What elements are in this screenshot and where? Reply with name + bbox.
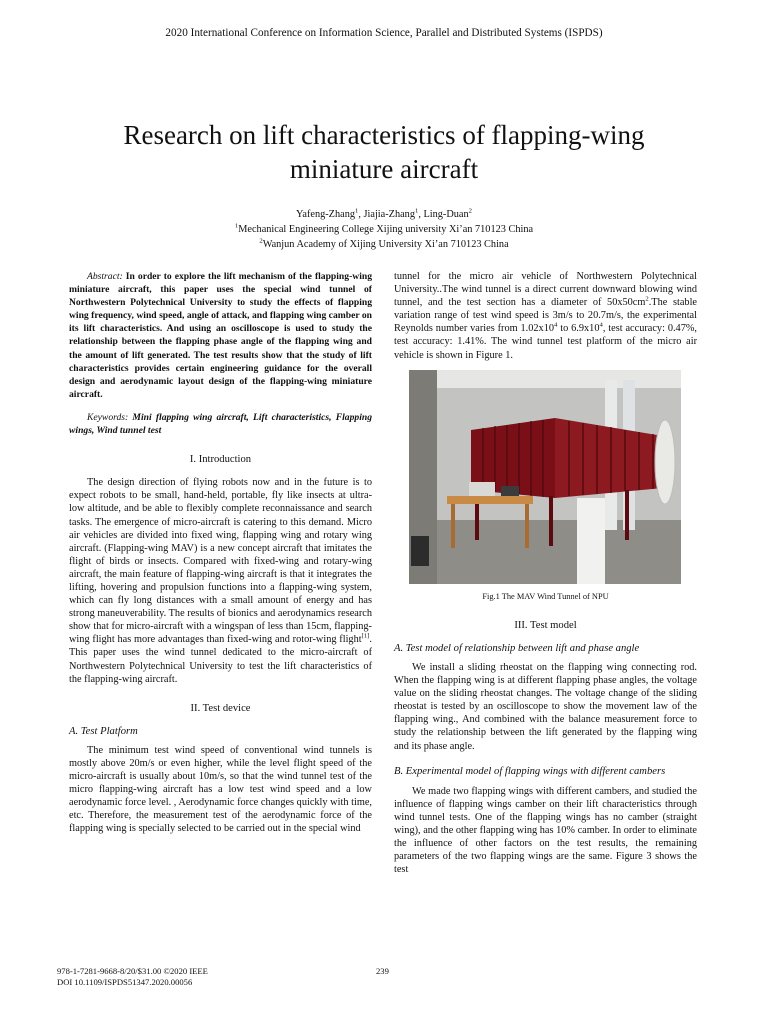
cambers-paragraph: We made two flapping wings with different cambers, and studied the influence of flapping wings camber on their lift characteristics through wind tunnel tests. One of the flapping wings has no camber (straight wing), and the other flapping wing has 10% camber. In order to eliminate the influence of other factors on the test results, the remaining parameters of the two flapping wings are the same. Figure 3 shows the test — [394, 785, 697, 876]
intro-text-a: The design direction of flying robots now and in the future is to expect robots to be small, hand-held, portable, fly like insects at ultra-low altitude, and be able to flexibly complete reconnaissance and search tasks. The emergence of micro-aircraft is catering to this demand. Micro air vehicles are divided into fixed wing, flapping wing and rotary wing aircraft. (Flapping-wing MAV) is a new concept aircraft that imitates the flight of birds or insects. Compared with fixed-wing and rotary-wing aircraft, the main feature of flapping-wing aircraft is that it integrates the lifting, hovering and propulsion functions into a flapping-wing system, which can fly long distances with a small amount of energy and has strong maneuverability. The results of bionics and aerodynamics research show that for micro-aircraft with a wingspan of less than 15cm, flapping-wing flight has more advantages than fixed-wing and rotor-wing flight — [69, 477, 372, 646]
intro-paragraph — [69, 476, 372, 686]
affiliation-2-text: Wanjun Academy of Xijing University Xi’an 710123 China — [262, 239, 509, 250]
title-line-2: miniature aircraft — [289, 154, 479, 184]
sup-4b: 4 — [599, 321, 603, 329]
instrument — [469, 482, 495, 496]
floor — [409, 520, 681, 584]
author-names — [0, 207, 768, 222]
abstract-text: In order to explore the lift mechanism of the flapping-wing miniature aircraft, this paper uses the special wind tunnel of Northwestern Polytechnical University to study the effects of flapping wing frequency, wind speed, angle of attack, and flapping wing camber on its lift characteristics. And using an oscilloscope is used to study the relationship between the flapping phase angle of the flapping wing and the amount of lift generated. The test results show that the study of lift characteristics provides certain engineering guidance for the overall design and aerodynamic layout design of the flapping-wing miniature aircraft. — [69, 271, 372, 400]
isbn-line: 978-1-7281-9668-8/20/$31.00 ©2020 IEEE — [57, 966, 208, 976]
figure-1-photo — [409, 370, 681, 584]
tunnel-text-c: to 6.9x10 — [557, 323, 600, 335]
subsection-heading-test-platform: A. Test Platform — [69, 725, 138, 737]
phase-angle-paragraph: We install a sliding rheostat on the flapping wing connecting rod. When the flapping wing is at different flapping phase angles, the voltage value on the sliding rheostat changes. The voltage change of the sliding rheostat is tested by an oscilloscope to show the movement law of the flapping wing., And combined with the balance measurement force to study the relationship between the lift generated by the flapping wing and its phase angle. — [394, 661, 697, 752]
keywords — [69, 411, 372, 437]
conference-header: 2020 International Conference on Information Science, Parallel and Distributed Systems (ISPDS) — [165, 27, 603, 39]
tunnel-inlet-bell — [655, 420, 675, 504]
intro-text-b: . This paper uses the wind tunnel dedicated to the micro-aircraft of Northwestern Polytechnical University to test the lift characteristics of the flapping-wing aircraft. — [69, 634, 372, 685]
left-column — [69, 270, 372, 836]
footer-identifiers — [57, 966, 208, 988]
subsection-heading-cambers: B. Experimental model of flapping wings with different cambers — [394, 765, 666, 777]
section-heading-introduction: I. Introduction — [189, 454, 252, 466]
doi-line: DOI 10.1109/ISPDS51347.2020.00056 — [57, 977, 193, 987]
author-block — [0, 207, 768, 252]
author-3-affil: 2 — [468, 207, 472, 215]
keywords-label: Keywords: — [87, 411, 129, 423]
white-pedestal — [577, 498, 605, 584]
author-sep: , — [418, 209, 424, 220]
table-leg — [451, 504, 455, 548]
author-1-affil: 1 — [355, 207, 359, 215]
instrument — [501, 486, 519, 496]
sup-2: 2 — [645, 295, 649, 303]
tunnel-leg — [625, 490, 629, 540]
equipment-box — [411, 536, 429, 566]
test-platform-paragraph: The minimum test wind speed of conventional wind tunnels is mostly above 20m/s or even higher, while the level flight speed of the micro-aircraft is usually about 10m/s, so that the wind tunnel test of the micro flapping-wing aircraft has a low test wind speed and a low aerodynamic force level. , Aerodynamic force changes quickly with time, etc. Therefore, the measurement test of the aerodynamic force of the flapping wing is specially selected to be carried out in the special wind — [69, 744, 372, 835]
figure-1-caption: Fig.1 The MAV Wind Tunnel of NPU — [482, 591, 609, 601]
ceiling — [409, 370, 681, 388]
author-3: Ling-Duan — [423, 209, 469, 220]
wind-tunnel-paragraph — [394, 270, 697, 362]
author-2-affil: 1 — [414, 207, 419, 215]
table-top — [447, 496, 533, 504]
right-column — [394, 270, 697, 876]
wind-tunnel-illustration — [409, 370, 681, 584]
subsection-heading-phase-angle: A. Test model of relationship between lift and phase angle — [394, 642, 640, 654]
tunnel-leg — [549, 496, 553, 546]
table-leg — [525, 504, 529, 548]
tunnel-text-d: , test accuracy: 0.47%, test accuracy: 1.41%. The wind tunnel test platform of the micro air vehicle is shown in Figure 1. — [394, 323, 697, 361]
section-heading-test-model: III. Test model — [514, 619, 577, 631]
section-heading-test-device: II. Test device — [190, 702, 251, 714]
page-number: 239 — [376, 966, 389, 976]
affiliation-2 — [0, 237, 768, 252]
affiliation-1 — [0, 222, 768, 237]
abstract — [69, 270, 372, 401]
title-line-1: Research on lift characteristics of flapping-wing — [123, 120, 645, 150]
paper-title — [60, 118, 708, 186]
author-sep: , — [358, 209, 364, 220]
tunnel-text-a: tunnel for the micro air vehicle of Northwestern Polytechnical University..The wind tunnel is a direct current downward blowing wind tunnel, and the test section has a diameter of 50x50cm — [394, 271, 697, 309]
author-2: Jiajia-Zhang — [363, 209, 415, 220]
abstract-label: Abstract: — [87, 271, 123, 282]
affiliation-1-text: Mechanical Engineering College Xijing university Xi’an 710123 China — [238, 224, 534, 235]
affiliation-2-marker: 2 — [259, 237, 263, 245]
affiliation-1-marker: 1 — [234, 222, 239, 230]
citation-ref: [1] — [361, 632, 370, 640]
author-1: Yafeng-Zhang — [295, 209, 355, 220]
tunnel-text-b: .The stable variation range of test wind speed is 3m/s to 20.7m/s, the experimental Reynolds number varies from 1.02x10 — [394, 297, 697, 335]
keywords-text: Mini flapping wing aircraft, Lift characteristics, Flapping wings, Wind tunnel test — [69, 411, 372, 437]
sup-4a: 4 — [554, 321, 558, 329]
